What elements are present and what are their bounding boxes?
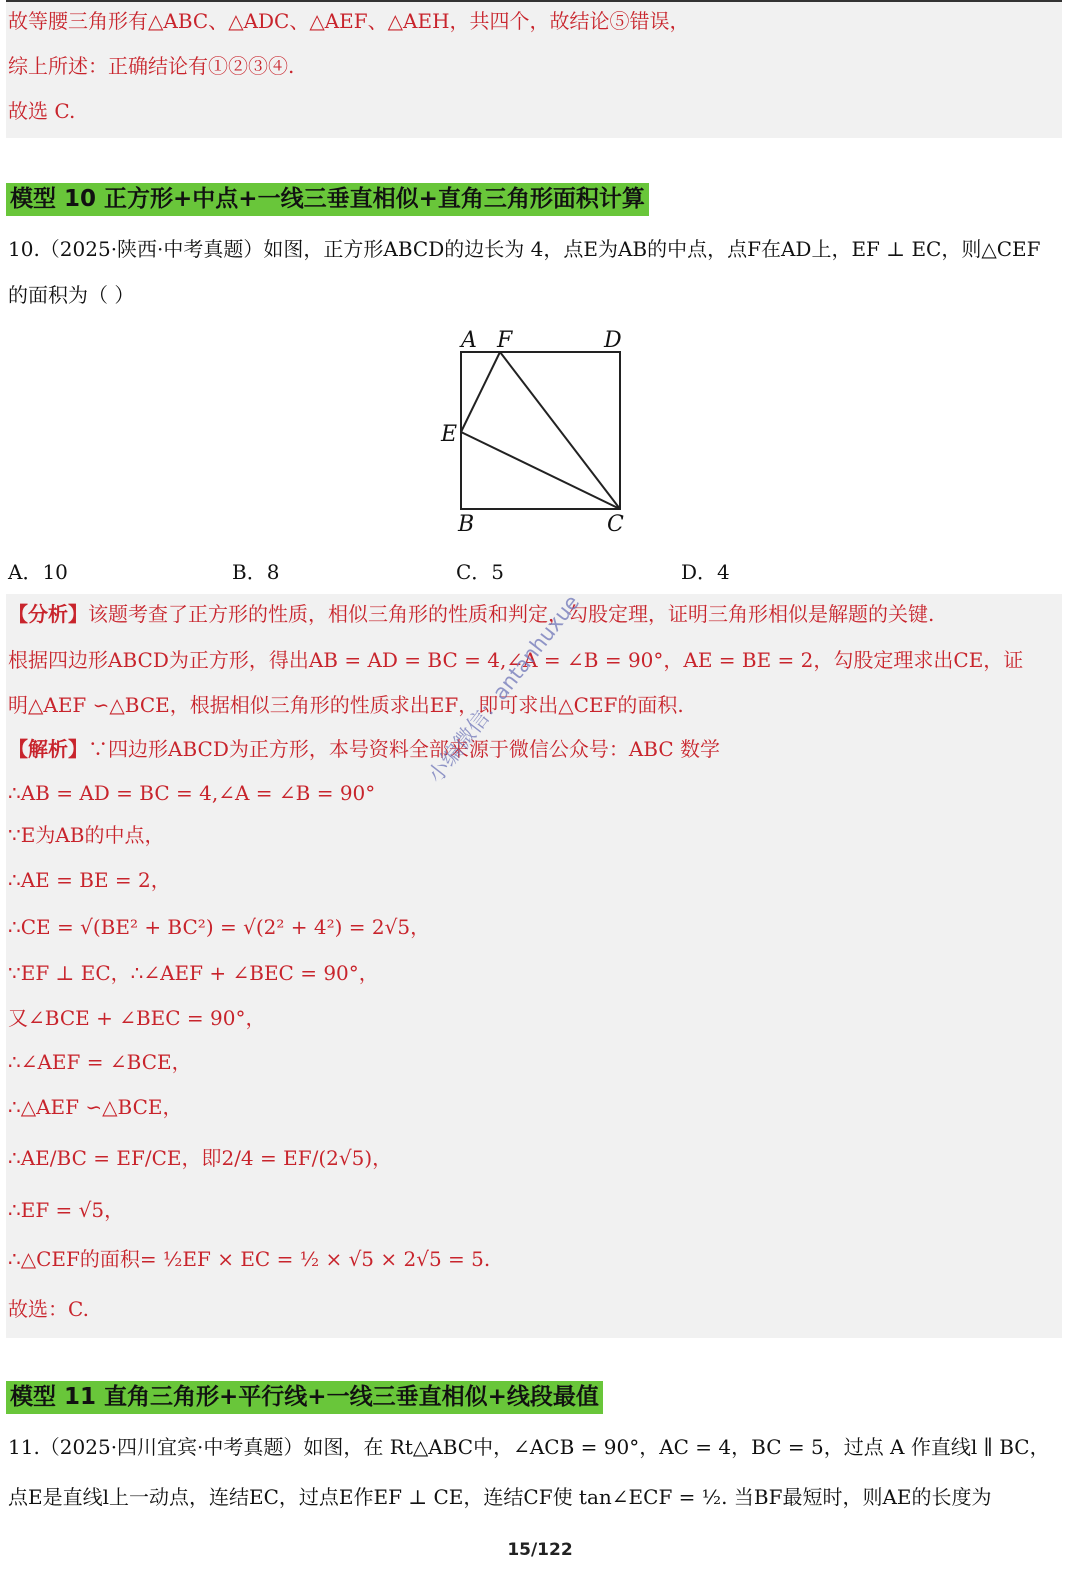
solution-text: ∵四边形ABCD为正方形，本号资料全部来源于微信公众号：ABC 数学 [88, 737, 721, 761]
solution-line-1 [8, 734, 720, 764]
label-f: F [497, 328, 513, 353]
analysis-text: 该题考查了正方形的性质，相似三角形的性质和判定，勾股定理，证明三角形相似是解题的关键. [88, 602, 935, 626]
analysis-tag: 【分析】 [8, 602, 88, 626]
square-abcd [461, 352, 620, 509]
option-c: C．5 [456, 560, 505, 584]
page-number: 15/122 [507, 1540, 573, 1560]
solution-step: ∵E为AB的中点， [8, 823, 165, 847]
question-10-line-2: 的面积为（ ） [8, 283, 135, 307]
solution-tag: 【解析】 [8, 737, 88, 761]
solution-step: ∴CE = √(BE² + BC²) = √(2² + 4²) = 2√5， [8, 915, 431, 939]
solution-step: ∴∠AEF = ∠BCE， [8, 1050, 192, 1074]
segment-ef [461, 352, 500, 432]
label-d: D [604, 328, 622, 353]
label-a: A [461, 328, 477, 353]
solution-step: ∴AE/BC = EF/CE，即2/4 = EF/(2√5)， [8, 1146, 393, 1170]
solution-step: 故选：C. [8, 1297, 89, 1321]
option-d: D．4 [681, 560, 730, 584]
previous-solution-line-1: 故等腰三角形有△ABC、△ADC、△AEF、△AEH，共四个，故结论⑤错误， [8, 9, 690, 33]
analysis-line-3: 明△AEF ∽△BCE，根据相似三角形的性质求出EF，即可求出△CEF的面积. [8, 693, 684, 717]
segment-ec [461, 432, 620, 509]
analysis-line-2: 根据四边形ABCD为正方形，得出AB = AD = BC = 4,∠A = ∠B = 90°，AE = BE = 2，勾股定理求出CE，证 [8, 648, 1024, 672]
solution-step: ∴△CEF的面积= ½EF × EC = ½ × √5 × 2√5 = 5. [8, 1247, 491, 1271]
solution-step: ∴EF = √5， [8, 1198, 125, 1222]
solution-step: ∴AB = AD = BC = 4,∠A = ∠B = 90° [8, 781, 376, 805]
model-11-heading: 模型 11 直角三角形+平行线+一线三垂直相似+线段最值 [6, 1381, 603, 1414]
label-b: B [458, 512, 475, 537]
square-figure [430, 325, 640, 540]
solution-step: ∴△AEF ∽△BCE， [8, 1095, 183, 1119]
option-a: A．10 [8, 560, 68, 584]
solution-step: 又∠BCE + ∠BEC = 90°， [8, 1006, 266, 1030]
previous-solution-line-3: 故选 C. [8, 99, 76, 123]
analysis-line-1 [8, 599, 934, 629]
previous-solution-line-2: 综上所述：正确结论有①②③④. [8, 54, 295, 78]
solution-step: ∵EF ⊥ EC，∴∠AEF + ∠BEC = 90°， [8, 961, 379, 985]
segment-fc [500, 352, 620, 509]
question-10-line-1: 10.（2025·陕西·中考真题）如图，正方形ABCD的边长为 4，点E为AB的中点，点F在AD上，EF ⊥ EC，则△CEF [8, 237, 1041, 261]
label-c: C [607, 512, 624, 537]
question-11-line-2: 点E是直线l上一动点，连结EC，过点E作EF ⊥ CE，连结CF使 tan∠ECF = ½. 当BF最短时，则AE的长度为 [8, 1485, 992, 1509]
option-b: B．8 [232, 560, 280, 584]
model-10-heading: 模型 10 正方形+中点+一线三垂直相似+直角三角形面积计算 [6, 183, 649, 216]
question-11-line-1: 11.（2025·四川宜宾·中考真题）如图，在 Rt△ABC中，∠ACB = 90°，AC = 4，BC = 5，过点 A 作直线l ∥ BC， [8, 1435, 1050, 1459]
watermark-text: 小编微信：antanhuxue [423, 590, 585, 788]
label-e: E [441, 422, 458, 447]
solution-step: ∴AE = BE = 2， [8, 868, 171, 892]
